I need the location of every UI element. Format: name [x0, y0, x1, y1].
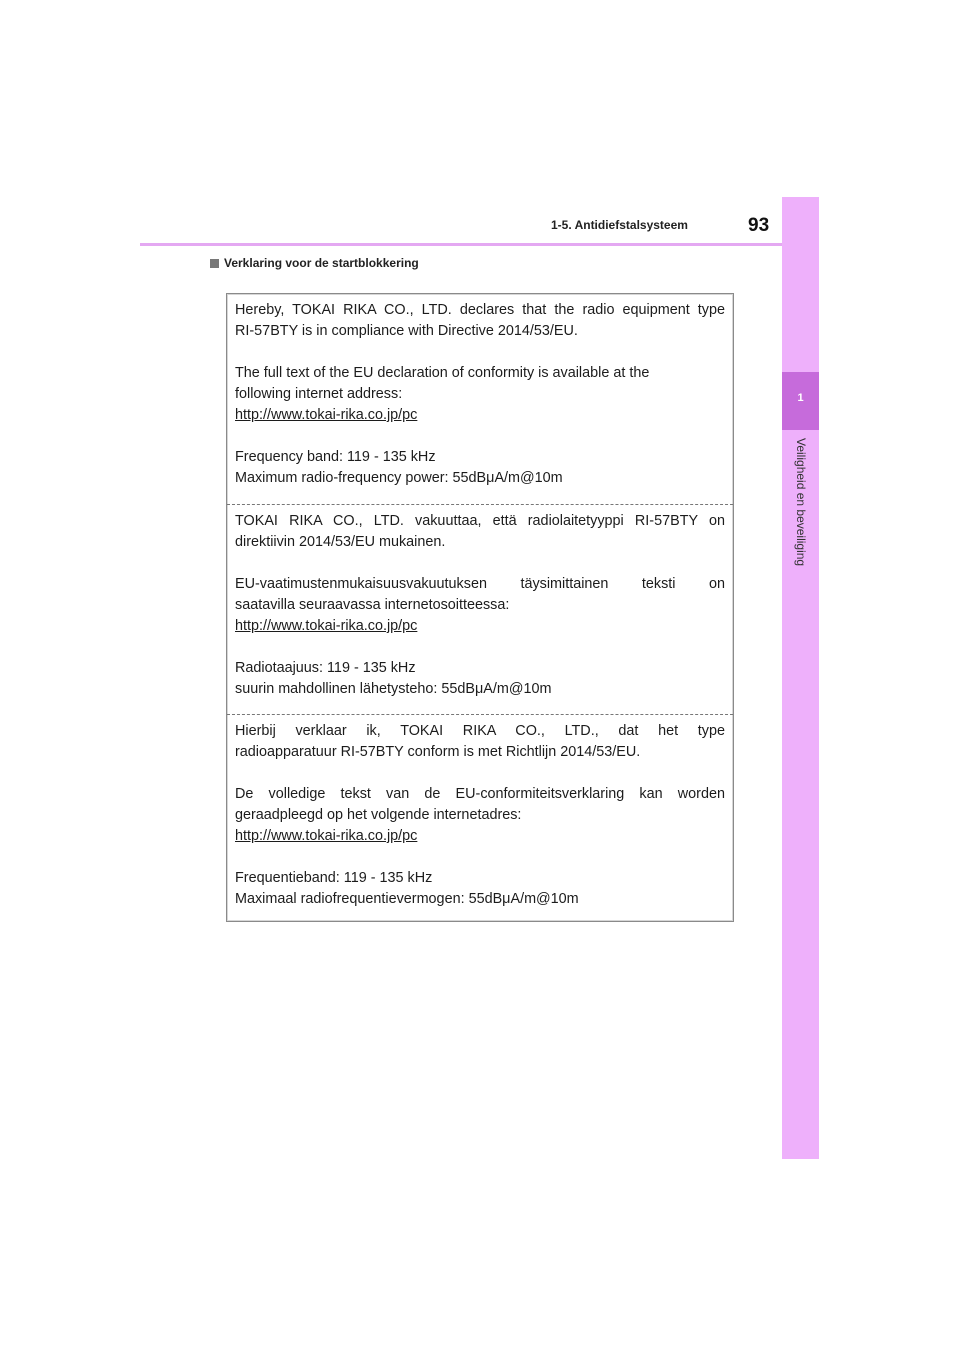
declaration-line: suurin mahdollinen lähetysteho: 55dBμA/m@10m [235, 681, 552, 697]
header-divider [140, 243, 818, 246]
declaration-dutch [227, 714, 733, 921]
chapter-side-tab [782, 197, 819, 1159]
declaration-line: Hereby, TOKAI RIKA CO., LTD. declares that the radio equipment type [235, 302, 725, 318]
declaration-line: TOKAI RIKA CO., LTD. vakuuttaa, että radiolaitetyyppi RI-57BTY on [235, 513, 725, 529]
declaration-line: Frequency band: 119 - 135 kHz [235, 449, 436, 465]
declaration-box [226, 293, 734, 922]
declaration-line: Maximaal radiofrequentievermogen: 55dBμA/m@10m [235, 891, 579, 907]
declaration-line: geraadpleegd op het volgende internetadres: [235, 807, 522, 823]
page-number: 93 [748, 215, 770, 236]
declaration-line: EU-vaatimustenmukaisuusvakuutuksen täysimittainen teksti on [235, 576, 725, 592]
declaration-english [227, 294, 733, 504]
header-section-title: 1-5. Antidiefstalsysteem [551, 218, 688, 232]
declaration-finnish [227, 504, 733, 714]
declaration-line: radioapparatuur RI-57BTY conform is met Richtlijn 2014/53/EU. [235, 744, 641, 760]
declaration-line: RI-57BTY is in compliance with Directive 2014/53/EU. [235, 323, 578, 339]
declaration-line: Hierbij verklaar ik, TOKAI RIKA CO., LTD., dat het type [235, 723, 725, 739]
chapter-number-box[interactable] [782, 372, 819, 430]
declaration-line: Radiotaajuus: 119 - 135 kHz [235, 660, 416, 676]
declaration-line: saatavilla seuraavassa internetosoitteessa: [235, 597, 510, 613]
square-bullet-icon [210, 259, 219, 268]
declaration-url-link[interactable]: http://www.tokai-rika.co.jp/pc [235, 407, 418, 423]
declaration-line: Frequentieband: 119 - 135 kHz [235, 870, 433, 886]
chapter-label [782, 438, 819, 598]
chapter-number: 1 [797, 392, 804, 404]
section-heading [210, 256, 419, 270]
declaration-url-link[interactable]: http://www.tokai-rika.co.jp/pc [235, 618, 418, 634]
chapter-label-text: Veiligheid en beveiliging [794, 438, 808, 567]
declaration-line: De volledige tekst van de EU-conformiteitsverklaring kan worden [235, 786, 725, 802]
declaration-line: direktiivin 2014/53/EU mukainen. [235, 534, 446, 550]
declaration-url-link[interactable]: http://www.tokai-rika.co.jp/pc [235, 828, 418, 844]
section-heading-text: Verklaring voor de startblokkering [224, 256, 419, 270]
declaration-line: Maximum radio-frequency power: 55dBμA/m@10m [235, 470, 563, 486]
declaration-line: following internet address: [235, 386, 403, 402]
declaration-line: The full text of the EU declaration of conformity is available at the [235, 365, 650, 381]
